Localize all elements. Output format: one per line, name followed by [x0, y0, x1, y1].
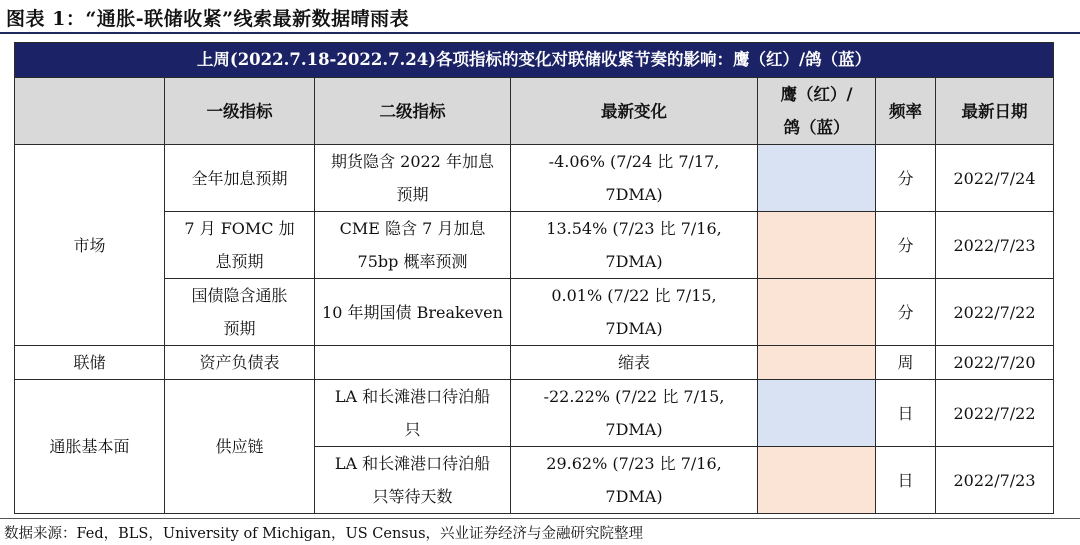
latest-change: -22.22% (7/22 比 7/15, 7DMA)	[511, 380, 758, 447]
frequency: 分	[876, 279, 936, 346]
table-row	[15, 380, 1054, 447]
latest-change: 13.54% (7/23 比 7/16, 7DMA)	[511, 212, 758, 279]
header-latest-change: 最新变化	[511, 78, 758, 145]
stance-cell-hawk	[758, 279, 876, 346]
secondary-indicator: LA 和长滩港口待泊船 只	[315, 380, 511, 447]
latest-date: 2022/7/23	[936, 212, 1054, 279]
secondary-indicator: 期货隐含 2022 年加息 预期	[315, 145, 511, 212]
frequency: 日	[876, 380, 936, 447]
source-divider	[0, 518, 1080, 519]
latest-change: -4.06% (7/24 比 7/17, 7DMA)	[511, 145, 758, 212]
header-secondary: 二级指标	[315, 78, 511, 145]
title-divider	[0, 32, 1080, 34]
latest-date: 2022/7/24	[936, 145, 1054, 212]
frequency: 分	[876, 145, 936, 212]
header-stance	[758, 78, 876, 145]
stance-cell-dove	[758, 145, 876, 212]
table-row	[15, 346, 1054, 380]
header-primary: 一级指标	[165, 78, 315, 145]
frequency: 周	[876, 346, 936, 380]
table-row	[15, 279, 1054, 346]
group-market: 市场	[15, 145, 165, 346]
table-row	[15, 145, 1054, 212]
secondary-indicator	[315, 346, 511, 380]
latest-change: 0.01% (7/22 比 7/15, 7DMA)	[511, 279, 758, 346]
latest-date: 2022/7/20	[936, 346, 1054, 380]
primary-indicator: 供应链	[165, 380, 315, 514]
group-inflation: 通胀基本面	[15, 380, 165, 514]
primary-indicator: 全年加息预期	[165, 145, 315, 212]
stance-cell-hawk	[758, 447, 876, 514]
latest-change: 缩表	[511, 346, 758, 380]
frequency: 日	[876, 447, 936, 514]
primary-indicator: 国债隐含通胀 预期	[165, 279, 315, 346]
stance-cell-hawk	[758, 212, 876, 279]
table-row	[15, 212, 1054, 279]
indicator-table	[14, 42, 1054, 514]
secondary-indicator: LA 和长滩港口待泊船 只等待天数	[315, 447, 511, 514]
header-row	[15, 78, 1054, 145]
latest-date: 2022/7/22	[936, 279, 1054, 346]
header-latest-date: 最新日期	[936, 78, 1054, 145]
header-frequency: 频率	[876, 78, 936, 145]
secondary-indicator: 10 年期国债 Breakeven	[315, 279, 511, 346]
figure-title: 图表 1：“通胀-联储收紧”线索最新数据晴雨表	[6, 8, 410, 30]
stance-cell-hawk	[758, 346, 876, 380]
stance-cell-dove	[758, 380, 876, 447]
header-stance-line2: 鸽（蓝）	[783, 118, 850, 137]
frequency: 分	[876, 212, 936, 279]
header-group	[15, 78, 165, 145]
primary-indicator: 资产负债表	[165, 346, 315, 380]
secondary-indicator: CME 隐含 7 月加息 75bp 概率预测	[315, 212, 511, 279]
latest-change: 29.62% (7/23 比 7/16, 7DMA)	[511, 447, 758, 514]
header-stance-line1: 鹰（红）/	[780, 85, 853, 104]
group-fed: 联储	[15, 346, 165, 380]
latest-date: 2022/7/22	[936, 380, 1054, 447]
source-note: 数据来源：Fed，BLS，University of Michigan，US Census，兴业证券经济与金融研究院整理	[4, 526, 644, 542]
primary-indicator: 7 月 FOMC 加 息预期	[165, 212, 315, 279]
latest-date: 2022/7/23	[936, 447, 1054, 514]
table-banner: 上周(2022.7.18-2022.7.24)各项指标的变化对联储收紧节奏的影响：鹰（红）/鸽（蓝）	[15, 43, 1054, 78]
